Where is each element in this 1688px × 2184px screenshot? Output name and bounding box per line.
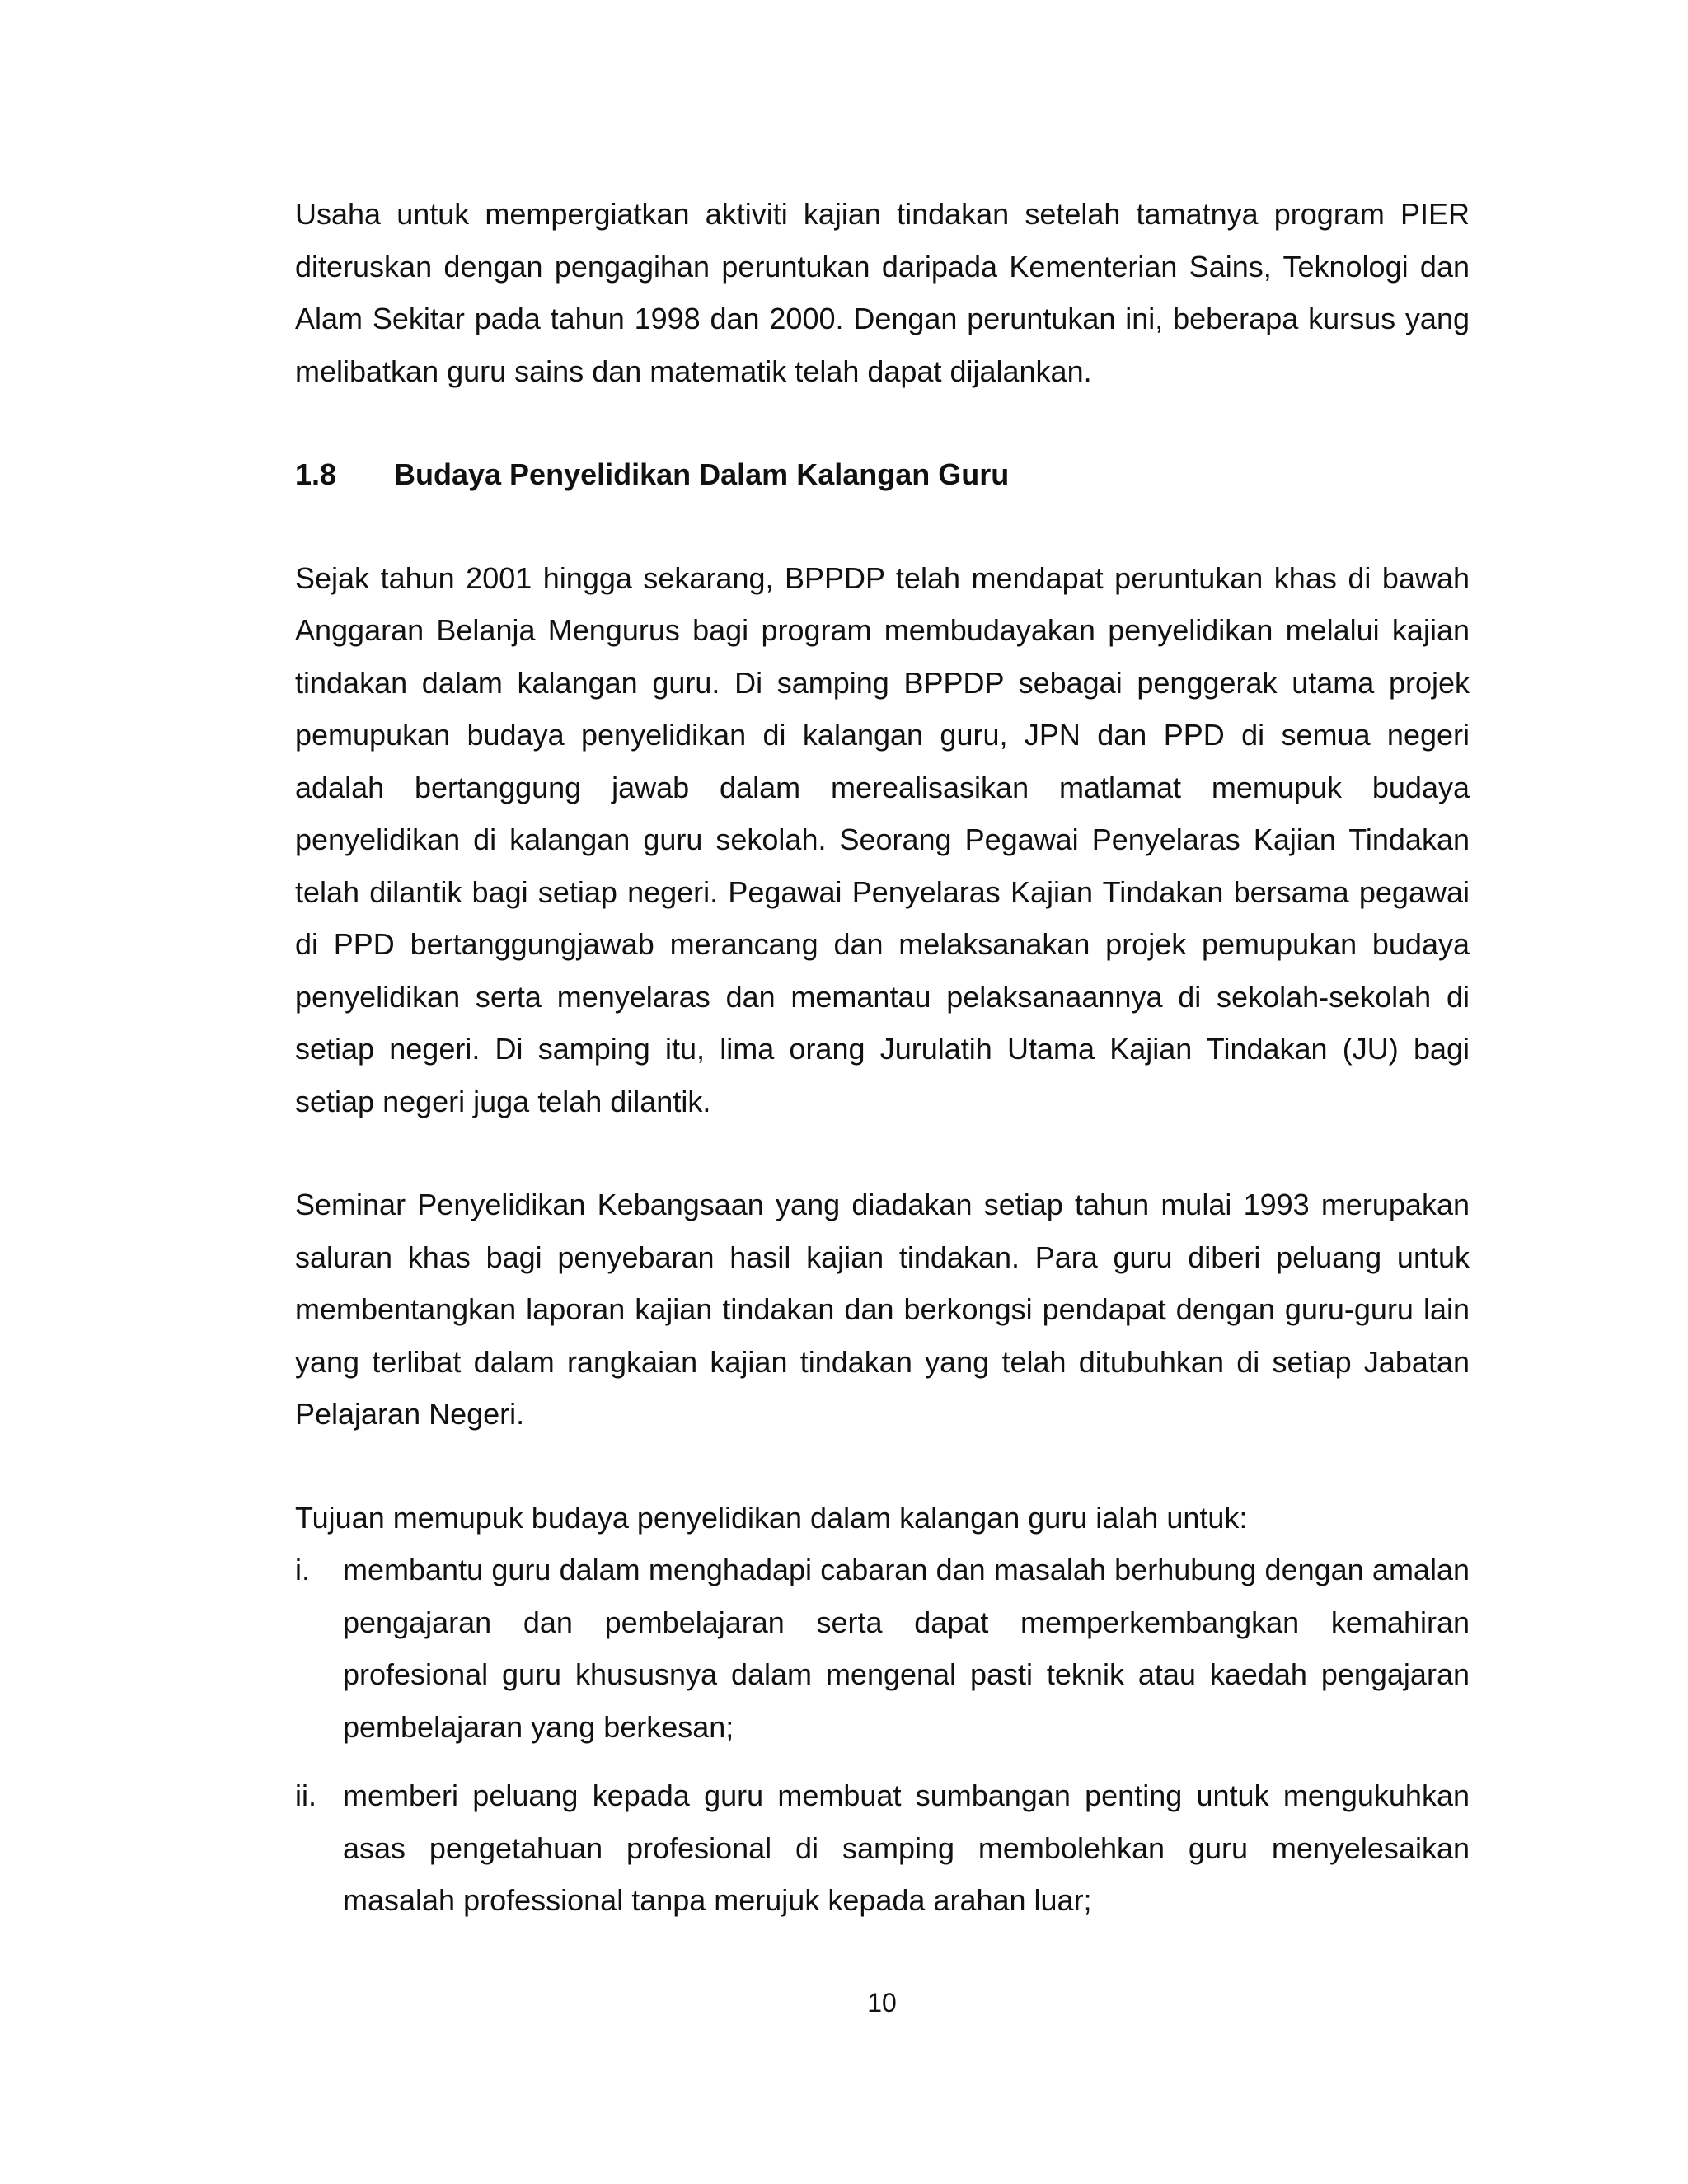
body-paragraph-2: Sejak tahun 2001 hingga sekarang, BPPDP telah mendapat peruntukan khas di bawah Anggaran Belanja Mengurus bagi program membudayakan penyelidikan melalui kajian tindakan dalam kalangan guru. Di samping BPPDP sebagai penggerak utama projek pemupukan budaya penyelidikan di kalangan guru, JPN dan PPD di semua negeri adalah bertanggung jawab dalam merealisasikan matlamat memupuk budaya penyelidikan di kalangan guru sekolah. Seorang Pegawai Penyelaras Kajian Tindakan telah dilantik bagi setiap negeri. Pegawai Penyelaras Kajian Tindakan bersama pegawai di PPD bertanggungjawab merancang dan melaksanakan projek pemupukan budaya penyelidikan serta menyelaras dan memantau pelaksanaannya di sekolah-sekolah di setiap negeri. Di samping itu, lima orang Jurulatih Utama Kajian Tindakan (JU) bagi setiap negeri juga telah dilantik. bbox=[295, 560, 1470, 1118]
list-marker: i. bbox=[295, 1553, 310, 1586]
objectives-list bbox=[295, 1544, 1470, 1927]
section-heading bbox=[295, 448, 1470, 501]
section-title: Budaya Penyelidikan Dalam Kalangan Guru bbox=[394, 457, 1010, 491]
list-item bbox=[295, 1544, 1470, 1753]
body-paragraph-1: Usaha untuk mempergiatkan aktiviti kajian tindakan setelah tamatnya program PIER diteruskan dengan pengagihan peruntukan daripada Kementerian Sains, Teknologi dan Alam Sekitar pada tahun 1998 dan 2000. Dengan peruntukan ini, beberapa kursus yang melibatkan guru sains dan matematik telah dapat dijalankan. bbox=[295, 197, 1470, 388]
list-item bbox=[295, 1769, 1470, 1927]
section-number: 1.8 bbox=[295, 457, 337, 491]
body-paragraph-3: Seminar Penyelidikan Kebangsaan yang diadakan setiap tahun mulai 1993 merupakan saluran khas bagi penyebaran hasil kajian tindakan. Para guru diberi peluang untuk membentangkan laporan kajian tindakan dan berkongsi pendapat dengan guru-guru lain yang terlibat dalam rangkaian kajian tindakan yang telah ditubuhkan di setiap Jabatan Pelajaran Negeri. bbox=[295, 1188, 1470, 1431]
list-item-text: membantu guru dalam menghadapi cabaran dan masalah berhubung dengan amalan pengajaran dan pembelajaran serta dapat memperkembangkan kemahiran profesional guru khususnya dalam mengenal pasti teknik atau kaedah pengajaran pembelajaran yang berkesan; bbox=[343, 1553, 1470, 1744]
page-number: 10 bbox=[867, 1988, 897, 2018]
list-intro: Tujuan memupuk budaya penyelidikan dalam kalangan guru ialah untuk: bbox=[295, 1500, 1248, 1535]
list-marker: ii. bbox=[295, 1779, 316, 1812]
page-content bbox=[295, 188, 1470, 1927]
list-item-text: memberi peluang kepada guru membuat sumbangan penting untuk mengukuhkan asas pengetahuan profesional di samping membolehkan guru menyelesaikan masalah professional tanpa merujuk kepada arahan luar; bbox=[343, 1779, 1470, 1917]
